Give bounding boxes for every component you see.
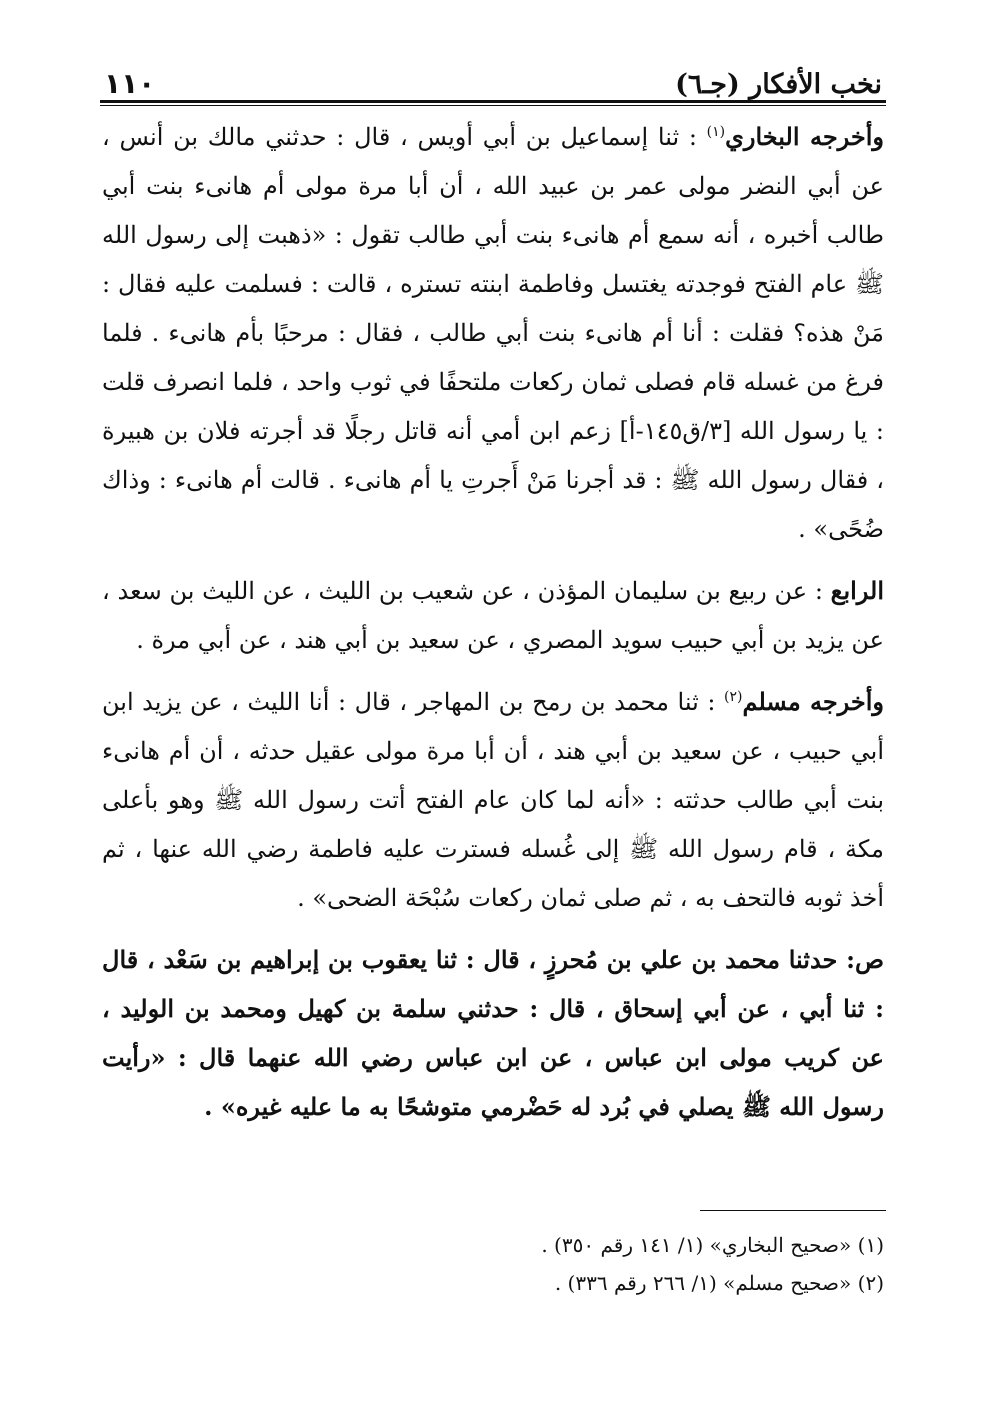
paragraph-text: : ثنا إسماعيل بن أبي أويس ، قال : حدثني مالك بن أنس ، عن أبي النضر مولى عمر بن عبيد الله ، أن أبا مرة مولى أم هانىء بنت أبي طالب أخبره ، أنه سمع أم هانىء بنت أبي طالب تقول : «ذهبت إلى رسول الله ﷺ عام الفتح فوجدته يغتسل وفاطمة ابنته تستره ، قالت : فسلمت عليه فقال : مَنْ هذه؟ فقلت : أنا أم هانىء بنت أبي طالب ، فقال : مرحبًا بأم هانىء . فلما فرغ من غسله قام فصلى ثمان ركعات ملتحفًا في ثوب واحد ، فلما انصرف قلت : يا رسول الله [٣/ق١٤٥-أ] زعم ابن أمي أنه قاتل رجلًا قد أجرته فلان بن هبيرة ، فقال رسول الله ﷺ : قد أجرنا مَنْ أَجرتِ يا أم هانىء . قالت أم هانىء : وذاك ضُحًى» .	[102, 123, 884, 543]
footnotes	[102, 1226, 884, 1302]
header-rule	[100, 100, 886, 103]
footnote-2: (٢) «صحيح مسلم» (١/ ٢٦٦ رقم ٣٣٦) .	[554, 1271, 884, 1295]
paragraph-lead: وأخرجه مسلم	[742, 687, 885, 716]
paragraph-lead: ص	[854, 945, 884, 974]
page-header	[104, 52, 882, 100]
footnote-ref[interactable]: (١)	[706, 124, 726, 140]
main-text	[102, 112, 884, 1143]
paragraph-lead: الرابع	[830, 576, 885, 605]
paragraph-text: : عن ربيع بن سليمان المؤذن ، عن شعيب بن الليث ، عن الليث بن سعد ، عن يزيد بن أبي حبيب سويد المصري ، عن سعيد بن أبي هند ، عن أبي مرة .	[102, 577, 884, 654]
paragraph-sad	[102, 935, 884, 1131]
book-title: نخب الأفكار (جـ٦)	[675, 69, 882, 100]
paragraph-lead: وأخرجه البخاري	[725, 122, 884, 151]
paragraph-bukhari	[102, 112, 884, 554]
footnote-rule	[700, 1210, 886, 1211]
paragraph-muslim	[102, 677, 884, 923]
paragraph-text: : ثنا محمد بن رمح بن المهاجر ، قال : أنا الليث ، عن يزيد ابن أبي حبيب ، عن سعيد بن أبي هند ، أن أبا مرة مولى عقيل حدثه ، أن أم هانىء بنت أبي طالب حدثته : «أنه لما كان عام الفتح أتت رسول الله ﷺ وهو بأعلى مكة ، قام رسول الله ﷺ إلى غُسله فسترت عليه فاطمة رضي الله عنها ، ثم أخذ ثوبه فالتحف به ، ثم صلى ثمان ركعات سُبْحَة الضحى» .	[102, 688, 885, 912]
footnote-1: (١) «صحيح البخاري» (١/ ١٤١ رقم ٣٥٠) .	[541, 1233, 884, 1257]
header-rule-thin	[100, 105, 886, 106]
paragraph-text: : حدثنا محمد بن علي بن مُحرزٍ ، قال : ثنا يعقوب بن إبراهيم بن سَعْد ، قال : ثنا أبي ، عن أبي إسحاق ، قال : حدثني سلمة بن كهيل ومحمد بن الوليد ، عن كريب مولى ابن عباس ، عن ابن عباس رضي الله عنهما قال : «رأيت رسول الله ﷺ يصلي في بُرد له حَضْرمي متوشحًا به ما عليه غيره» .	[102, 945, 884, 1121]
footnote-ref[interactable]: (٢)	[724, 689, 743, 705]
paragraph-fourth	[102, 566, 884, 665]
page-number: ١١٠	[104, 67, 156, 100]
